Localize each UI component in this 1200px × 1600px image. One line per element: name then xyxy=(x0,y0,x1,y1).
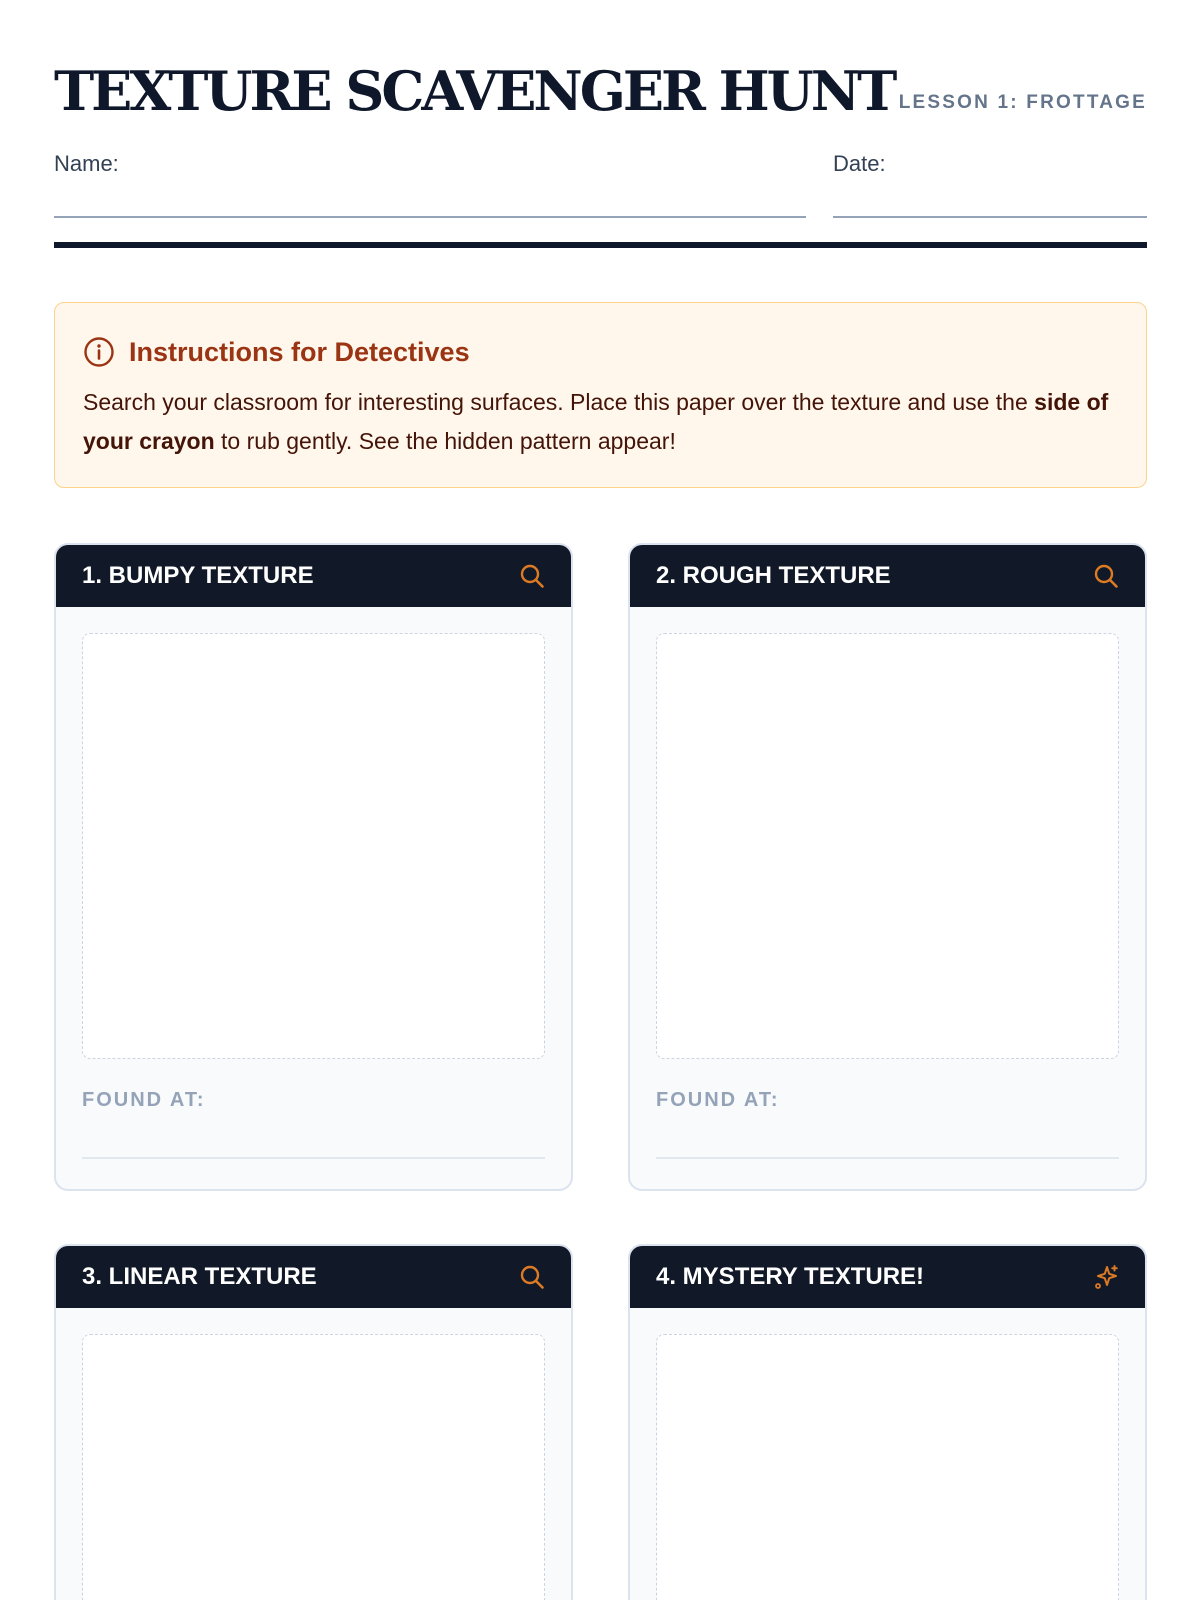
instructions-text-start: Search your classroom for interesting surfaces. Place this paper over the texture and use the xyxy=(83,389,1035,415)
instructions-text xyxy=(83,383,1123,461)
texture-card-mystery xyxy=(628,1244,1147,1600)
search-icon xyxy=(1093,563,1119,589)
card-header xyxy=(630,545,1145,607)
name-field[interactable] xyxy=(54,150,806,218)
found-at-label: FOUND AT: xyxy=(82,1089,206,1111)
instructions-heading xyxy=(83,335,470,369)
rubbing-area[interactable] xyxy=(82,633,545,1059)
instructions-text-bold: side of your crayon xyxy=(83,389,1109,454)
rubbing-area[interactable] xyxy=(656,633,1119,1059)
instructions-box xyxy=(54,302,1147,488)
card-header xyxy=(56,1246,571,1308)
texture-card-bumpy xyxy=(54,543,573,1191)
card-title: 1. BUMPY TEXTURE xyxy=(82,562,314,589)
info-icon xyxy=(83,336,115,368)
found-at-line[interactable] xyxy=(82,1157,545,1159)
date-label: Date: xyxy=(833,151,886,176)
texture-card-linear xyxy=(54,1244,573,1600)
date-field[interactable] xyxy=(833,150,1147,218)
rubbing-area[interactable] xyxy=(656,1334,1119,1600)
card-header xyxy=(56,545,571,607)
sparkles-icon xyxy=(1093,1264,1119,1290)
rubbing-area[interactable] xyxy=(82,1334,545,1600)
header-divider xyxy=(54,242,1147,248)
instructions-title: Instructions for Detectives xyxy=(129,336,470,367)
card-title: 4. MYSTERY TEXTURE! xyxy=(656,1263,925,1290)
card-header xyxy=(630,1246,1145,1308)
found-at-label: FOUND AT: xyxy=(656,1089,780,1111)
card-title: 2. ROUGH TEXTURE xyxy=(656,562,891,589)
search-icon xyxy=(519,563,545,589)
name-label: Name: xyxy=(54,151,119,176)
texture-card-rough xyxy=(628,543,1147,1191)
worksheet-header xyxy=(54,56,1147,126)
found-at-line[interactable] xyxy=(656,1157,1119,1159)
search-icon xyxy=(519,1264,545,1290)
worksheet-title: TEXTURE SCAVENGER HUNT xyxy=(54,59,895,123)
lesson-label: LESSON 1: FROTTAGE xyxy=(898,92,1147,113)
instructions-text-end: to rub gently. See the hidden pattern appear! xyxy=(214,428,676,454)
card-title: 3. LINEAR TEXTURE xyxy=(82,1263,317,1290)
